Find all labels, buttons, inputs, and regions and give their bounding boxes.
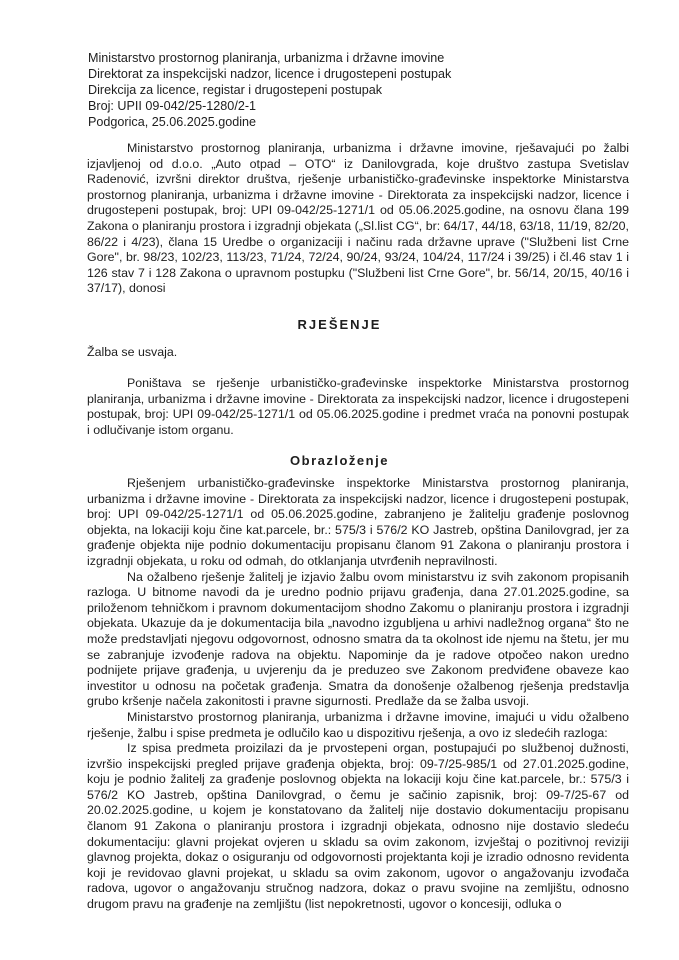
decision-block-2 bbox=[87, 376, 629, 438]
directorate-unit: Direkcija za licence, registar i drugostepeni postupak bbox=[88, 83, 383, 97]
intro-block bbox=[87, 141, 629, 297]
decision-title: RJEŠENJE bbox=[297, 317, 382, 332]
decision-annulment: Poništava se rješenje urbanističko-građevinske inspektorke Ministarstva prostornog planiranja, urbanizma i državne imovine - Direktorata za inspekcijski nadzor, licence i drugostepeni postupak, broj: UPI 09-042/25-1271/1 od 05.06.2025.godine i predmet vraća na ponovni postupak i odlučivanje istom organu. bbox=[87, 376, 629, 437]
decision-appeal-upheld: Žalba se usvaja. bbox=[87, 345, 178, 359]
reasoning-title: Obrazloženje bbox=[290, 453, 389, 468]
reasoning-paragraph-1: Rješenjem urbanističko-građevinske inspektorke Ministarstva prostornog planiranja, urbanizma i državne imovine - Direktorata za inspekcijski nadzor, licence i drugostepeni postupak, broj: UPI 09-042/25-1271/1 od 05.06.2025.godine, zabranjeno je žalitelju građenje poslovnog objekta, na lokaciji koju čine kat.parcele, br.: 575/3 i 576/2 KO Jastreb, opština Danilovgrad, jer za građenje objekta nije podnio dokumentaciju propisanu članom 91 Zakona o planiranju prostora i izgradnji objekata, u roku od odmah, do otklanjanja utvrđenih nepravilnosti. bbox=[87, 476, 629, 568]
reasoning-block bbox=[87, 476, 629, 913]
document-header bbox=[88, 50, 451, 130]
reasoning-paragraph-2: Na ožalbeno rješenje žalitelj je izjavio žalbu ovom ministarstvu iz svih zakonom propisanih razloga. U bitnome navodi da je uredno podnio prijavu građenja, dana 27.01.2025.godine, sa priloženom tehničkom i pravnom dokumentacijom shodno Zakomu o planiranju prostora i izgradnji objekata. Ukazuje da je dokumentacija bila „navodno izgubljena u arhivi nadležnog organa“ što ne može predstavljati njegovu odgovornost, odnosno smatra da ta okolnost ide njemu na štetu, jer mu se zabranjuje izvođenje radova na objektu. Napominje da je radove otpočeo nakon uredno podnijete prijave građenja, u uvjerenju da je preduzeo sve Zakonom predviđene obaveze kao investitor u odnosu na početak građenja. Smatra da donošenje ožalbenog rješenja predstavlja grubo kršenje načela zakonitosti i pravne sigurnosti. Predlaže da se žalba usvoji. bbox=[87, 569, 629, 709]
reasoning-paragraph-4: Iz spisa predmeta proizilazi da je prvostepeni organ, postupajući po službenoj dužnosti, izvršio inspekcijski pregled prijave građenja objekta, broj: 09-7/25-985/1 od 27.01.2025.godine, koju je podnio žalitelj za građenje poslovnog objekta na lokaciji koju čine kat.parcele, br.: 575/3 i 576/2 KO Jastreb, opština Danilovgrad, o čemu je sačinio zapisnik, broj: 09-7/25-67 od 20.02.2025.godine, u kojem je konstatovano da žalitelj nije dostavio dokumentaciju propisanu članom 91 Zakona o planiranju prostora i izgradnji objekata, odnosno nije dostavio sledeću dokumentaciju: glavni projekat ovjeren u skladu sa ovim zakonom, izvještaj o pozitivnoj reviziji glavnog projekta, dokaz o osiguranju od odgovornosti projektanta koji je izradio odnosno revidenta koji je revidovao glavni projekat, u skladu sa ovim zakonom, ugovor o angažovanju izvođača radova, ugovor o angažovanju stručnog nadzora, dokaz o pravu svojine na zemljištu, odnosno drugom pravu na građenje na zemljištu (list nepokretnosti, ugovor o koncesiji, odluka o bbox=[87, 741, 629, 912]
directorate-name: Direktorat za inspekcijski nadzor, licence i drugostepeni postupak bbox=[88, 67, 452, 81]
place-date: Podgorica, 25.06.2025.godine bbox=[88, 115, 257, 129]
case-number: Broj: UPII 09-042/25-1280/2-1 bbox=[88, 99, 257, 113]
ministry-name: Ministarstvo prostornog planiranja, urbanizma i državne imovine bbox=[88, 51, 445, 65]
intro-paragraph: Ministarstvo prostornog planiranja, urbanizma i državne imovine, rješavajući po žalbi izjavljenoj od d.o.o. „Auto otpad – OTO“ iz Danilovgrada, koje društvo zastupa Svetislav Radenović, izvršni direktor društva, rješenje urbanističko-građevinske inspektorke Ministarstva prostornog planiranja, urbanizma i državne imovine - Direktorata za inspekcijski nadzor, licence i drugostepeni postupak, broj: UPI 09-042/25-1271/1 od 05.06.2025.godine, na osnovu člana 199 Zakona o planiranju prostora i izgradnji objekata („Sl.list CG“, br: 64/17, 44/18, 63/18, 11/19, 82/20, 86/22 i 4/23), člana 15 Uredbe o organizaciji i načinu rada državne uprave ("Službeni list Crne Gore", br. 98/23, 102/23, 113/23, 71/24, 72/24, 90/24, 93/24, 104/24, 117/24 i 39/25) i čl.46 stav 1 i 126 stav 7 i 128 Zakona o upravnom postupku ("Službeni list Crne Gore", br. 56/14, 20/15, 40/16 i 37/17), donosi bbox=[87, 141, 629, 296]
reasoning-paragraph-3: Ministarstvo prostornog planiranja, urbanizma i državne imovine, imajući u vidu ožalbeno rješenje, žalbu i spise predmeta je odlučilo kao u dispozitivu rješenja, a ovo iz sledećih razloga: bbox=[87, 709, 629, 740]
decision-block bbox=[87, 345, 629, 361]
